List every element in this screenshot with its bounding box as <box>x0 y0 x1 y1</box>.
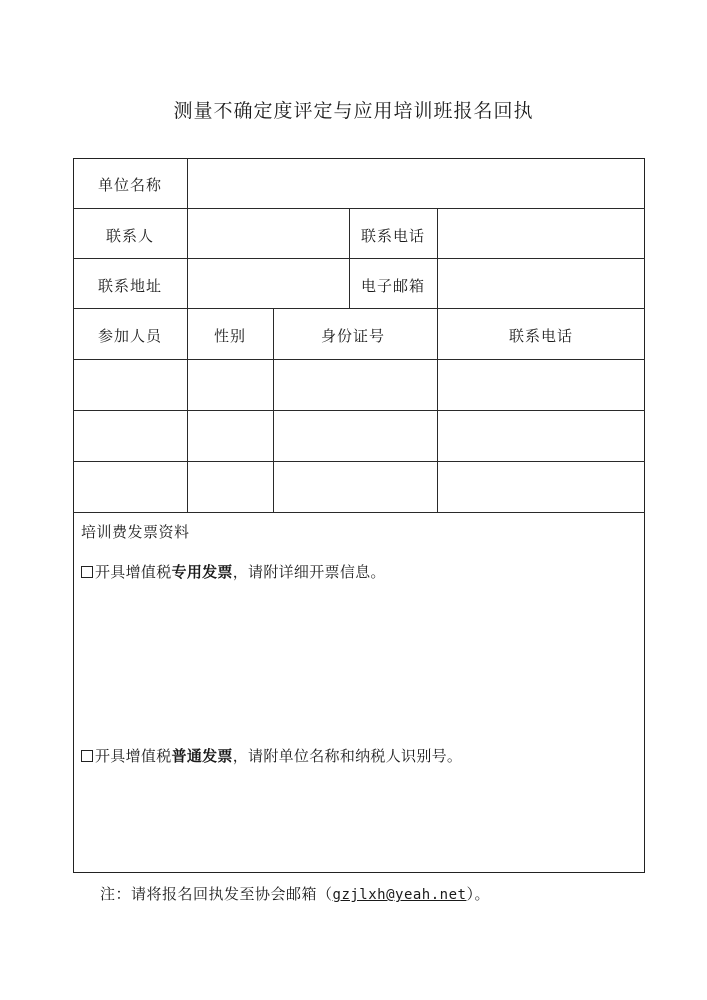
email-link[interactable]: gzjlxh@yeah.net <box>332 887 467 903</box>
option-prefix: 开具增值税 <box>95 563 172 581</box>
option-prefix: 开具增值税 <box>95 747 172 765</box>
option-emphasis: 普通发票 <box>171 747 233 765</box>
email-field[interactable] <box>445 275 635 297</box>
row-divider <box>73 359 645 360</box>
gender-header: 性别 <box>214 327 247 345</box>
row-divider <box>73 512 645 513</box>
row-divider <box>73 461 645 462</box>
participant-name-field[interactable] <box>78 421 182 453</box>
contact-person-field[interactable] <box>195 225 340 247</box>
participant-phone-field[interactable] <box>442 370 638 402</box>
unit-name-label: 单位名称 <box>98 176 163 194</box>
participants-header: 参加人员 <box>98 327 163 345</box>
id-number-header: 身份证号 <box>321 327 386 345</box>
contact-phone-label: 联系电话 <box>361 227 426 245</box>
participant-name-field[interactable] <box>78 370 182 402</box>
contact-phone-field[interactable] <box>445 225 635 247</box>
participant-phone-field[interactable] <box>442 421 638 453</box>
participant-id-field[interactable] <box>278 370 432 402</box>
participant-gender-field[interactable] <box>192 472 268 504</box>
special-invoice-option[interactable] <box>81 561 386 582</box>
checkbox-icon[interactable] <box>81 750 93 762</box>
col-divider <box>273 308 274 512</box>
col-divider <box>187 158 188 512</box>
participant-name-field[interactable] <box>78 472 182 504</box>
general-invoice-option[interactable] <box>81 745 462 766</box>
participant-phone-field[interactable] <box>442 472 638 504</box>
col-divider <box>349 208 350 308</box>
invoice-section-title: 培训费发票资料 <box>81 523 190 541</box>
note-suffix: ）。 <box>466 885 490 903</box>
unit-name-field[interactable] <box>195 174 635 196</box>
note-prefix: 注：请将报名回执发至协会邮箱（ <box>100 885 333 903</box>
row-divider <box>73 410 645 411</box>
address-label: 联系地址 <box>98 277 163 295</box>
row-divider <box>73 258 645 259</box>
contact-person-label: 联系人 <box>106 227 155 245</box>
participant-id-field[interactable] <box>278 421 432 453</box>
participant-gender-field[interactable] <box>192 370 268 402</box>
participant-gender-field[interactable] <box>192 421 268 453</box>
option-emphasis: 专用发票 <box>171 563 233 581</box>
option-suffix: ，请附单位名称和纳税人识别号。 <box>232 747 463 765</box>
form-title: 测量不确定度评定与应用培训班报名回执 <box>173 100 534 122</box>
participant-id-field[interactable] <box>278 472 432 504</box>
row-divider <box>73 208 645 209</box>
col-divider <box>437 208 438 512</box>
option-suffix: ，请附详细开票信息。 <box>232 563 386 581</box>
row-divider <box>73 308 645 309</box>
email-label: 电子邮箱 <box>361 277 426 295</box>
phone-header: 联系电话 <box>509 327 574 345</box>
footer-note <box>100 883 490 904</box>
address-field[interactable] <box>195 275 340 297</box>
checkbox-icon[interactable] <box>81 566 93 578</box>
